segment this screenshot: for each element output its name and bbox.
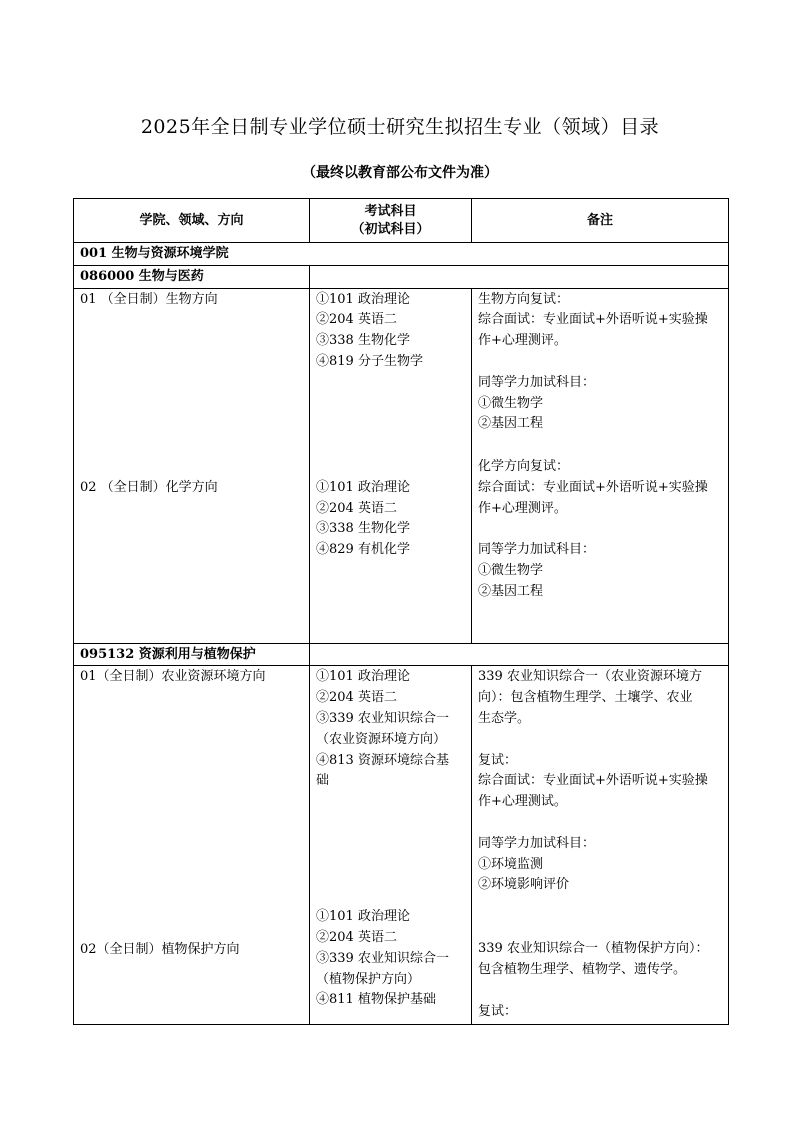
subject-item: ①101 政治理论 [316, 291, 410, 307]
major2-exam-subjects [310, 666, 472, 1025]
major-name: 095132 资源利用与植物保护 [74, 643, 310, 666]
header-notes: 备注 [472, 199, 729, 243]
note-line: 包含植物生理学、植物学、遗传学。 [478, 961, 687, 977]
header-exam-subjects-line2: （初试科目） [351, 221, 430, 237]
subject-item: ②204 英语二 [316, 312, 397, 328]
note-line: 生物方向复试： [478, 291, 570, 307]
subject-item: （植物保护方向） [316, 971, 421, 987]
note-line: 同等学力加试科目： [478, 835, 596, 851]
note-line: 同等学力加试科目： [478, 374, 596, 390]
table-header-row [74, 199, 729, 243]
major2-directions-row [74, 666, 729, 1025]
subject-item: ④811 植物保护基础 [316, 992, 436, 1008]
note-line: ②基因工程 [478, 583, 544, 599]
major1-directions-row [74, 288, 729, 643]
note-line: 339 农业知识综合一（植物保护方向）： [478, 941, 709, 957]
catalog-table [73, 198, 729, 1025]
major-row-086000 [74, 265, 729, 288]
header-college-field-direction: 学院、领域、方向 [74, 199, 310, 243]
major2-notes [472, 666, 729, 1025]
major1-notes [472, 288, 729, 643]
subject-item: ④829 有机化学 [316, 542, 410, 558]
note-line: ②基因工程 [478, 416, 544, 432]
note-line: 作+心理测试。 [478, 794, 567, 810]
major1-direction-names [74, 288, 310, 643]
school-row [74, 243, 729, 266]
subject-item: ①101 政治理论 [316, 479, 410, 495]
note-line: 综合面试：专业面试+外语听说+实验操 [478, 479, 708, 495]
note-line: ①环境监测 [478, 856, 544, 872]
note-line: 综合面试：专业面试+外语听说+实验操 [478, 773, 708, 789]
subject-item: ③339 农业知识综合一 [316, 710, 449, 726]
note-line: 339 农业知识综合一（农业资源环境方 [478, 669, 702, 685]
subject-item: ②204 英语二 [316, 500, 397, 516]
note-line: 综合面试：专业面试+外语听说+实验操 [478, 312, 708, 328]
subject-item: ③339 农业知识综合一 [316, 950, 449, 966]
note-line: 向）：包含植物生理学、土壤学、农业 [478, 690, 693, 706]
header-exam-subjects-line1: 考试科目 [364, 203, 417, 219]
major-row-095132 [74, 643, 729, 666]
direction-name-biology: 01 （全日制）生物方向 [80, 291, 218, 307]
note-line: ②环境影响评价 [478, 877, 570, 893]
direction-name-chemistry: 02 （全日制）化学方向 [80, 480, 218, 496]
subject-item: ③338 生物化学 [316, 521, 410, 537]
note-line: 作+心理测评。 [478, 333, 567, 349]
page-subtitle: （最终以教育部公布文件为准） [302, 165, 498, 181]
direction-name-agri-resource-env: 01（全日制）农业资源环境方向 [80, 669, 266, 685]
subject-item: ④819 分子生物学 [316, 353, 423, 369]
subject-item: 础 [316, 773, 330, 789]
note-line: 化学方向复试： [478, 459, 570, 475]
header-exam-subjects [310, 199, 472, 243]
subject-item: （农业资源环境方向） [316, 731, 447, 747]
note-line: 同等学力加试科目： [478, 542, 596, 558]
major-name: 086000 生物与医药 [74, 265, 310, 288]
subject-item: ②204 英语二 [316, 929, 397, 945]
page-title: 2025年全日制专业学位硕士研究生拟招生专业（领域）目录 [140, 116, 660, 138]
note-line: 复试： [478, 752, 518, 768]
subject-item: ①101 政治理论 [316, 669, 410, 685]
school-name: 001 生物与资源环境学院 [74, 243, 729, 266]
direction-name-plant-protection: 02（全日制）植物保护方向 [80, 942, 240, 958]
subject-item: ①101 政治理论 [316, 909, 410, 925]
note-line: ①微生物学 [478, 395, 544, 411]
note-line: 作+心理测评。 [478, 500, 567, 516]
major2-direction-names [74, 666, 310, 1025]
subject-item: ②204 英语二 [316, 690, 397, 706]
note-line: 生态学。 [478, 710, 531, 726]
major1-exam-subjects [310, 288, 472, 643]
note-line: 复试： [478, 1003, 518, 1019]
subject-item: ③338 生物化学 [316, 333, 410, 349]
subject-item: ④813 资源环境综合基 [316, 752, 449, 768]
note-line: ①微生物学 [478, 563, 544, 579]
